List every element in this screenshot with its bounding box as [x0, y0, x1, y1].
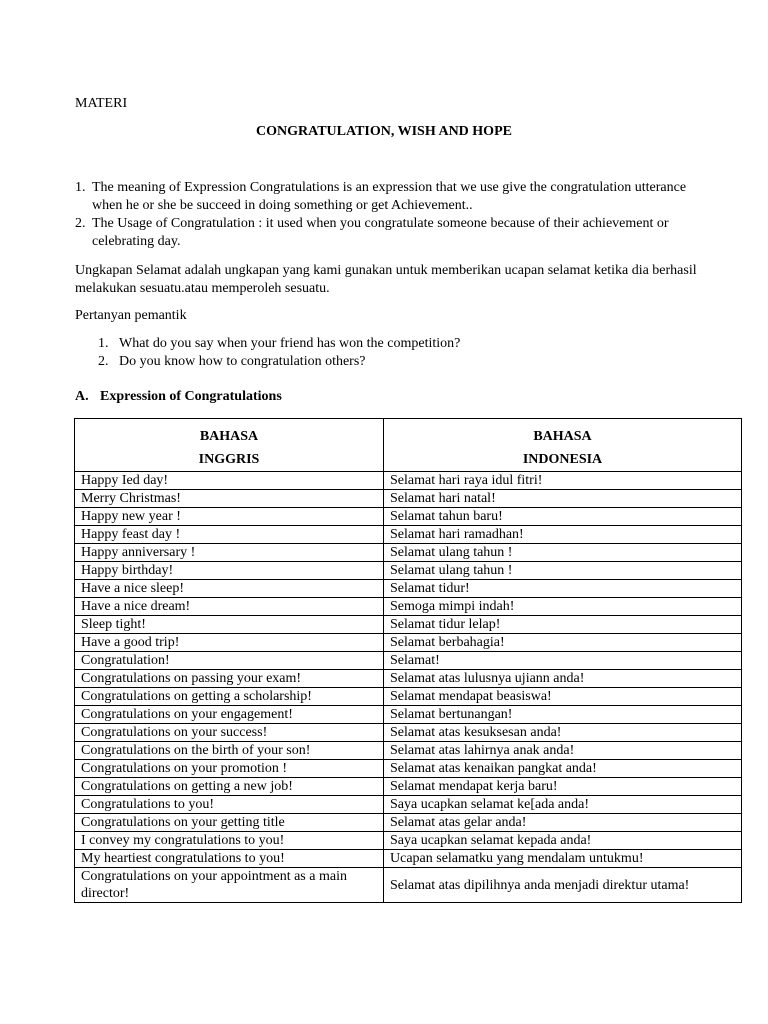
english-cell: Happy Ied day! — [75, 472, 384, 490]
table-row — [75, 760, 742, 778]
indonesian-cell: Selamat hari ramadhan! — [384, 526, 742, 544]
table-row — [75, 580, 742, 598]
english-cell: Congratulations on getting a new job! — [75, 778, 384, 796]
indonesian-cell: Saya ucapkan selamat ke[ada anda! — [384, 796, 742, 814]
section-title: Expression of Congratulations — [100, 389, 282, 404]
table-row — [75, 562, 742, 580]
table-row — [75, 778, 742, 796]
indonesian-cell: Saya ucapkan selamat kepada anda! — [384, 832, 742, 850]
english-cell: Congratulations on getting a scholarship! — [75, 688, 384, 706]
table-body — [75, 472, 742, 903]
indonesian-cell: Selamat tahun baru! — [384, 508, 742, 526]
english-cell: Happy feast day ! — [75, 526, 384, 544]
indonesian-cell: Selamat hari natal! — [384, 490, 742, 508]
english-cell: Congratulations on your promotion ! — [75, 760, 384, 778]
english-cell: Congratulations to you! — [75, 796, 384, 814]
intro-list — [75, 179, 715, 251]
english-cell: Congratulations on your getting title — [75, 814, 384, 832]
english-cell: Congratulations on your success! — [75, 724, 384, 742]
pertanyan-label: Pertanyan pemantik — [75, 308, 187, 323]
question-text: What do you say when your friend has won the competition? — [119, 336, 461, 351]
question-number: 2. — [98, 354, 109, 369]
intro-item-text: The meaning of Expression Congratulations is an expression that we use give the congratulation utterance when he or she be succeed in doing something or get Achievement.. — [92, 180, 687, 213]
indonesian-cell: Selamat ulang tahun ! — [384, 544, 742, 562]
section-letter: A. — [75, 389, 89, 404]
english-cell: Merry Christmas! — [75, 490, 384, 508]
question-number: 1. — [98, 336, 109, 351]
english-cell: Happy birthday! — [75, 562, 384, 580]
intro-item-number: 2. — [75, 216, 86, 231]
indonesian-cell: Selamat atas lahirnya anak anda! — [384, 742, 742, 760]
english-cell: Happy new year ! — [75, 508, 384, 526]
intro-item-text: The Usage of Congratulation : it used when you congratulate someone because of their achievement or celebrating day. — [92, 216, 669, 249]
indonesian-cell: Selamat atas kenaikan pangkat anda! — [384, 760, 742, 778]
english-cell: Congratulations on your appointment as a main director! — [75, 868, 384, 903]
table-row — [75, 832, 742, 850]
indonesian-cell: Selamat! — [384, 652, 742, 670]
english-cell: My heartiest congratulations to you! — [75, 850, 384, 868]
indonesian-cell: Selamat berbahagia! — [384, 634, 742, 652]
intro-item-number: 1. — [75, 180, 86, 195]
question-item — [98, 353, 460, 371]
indonesian-cell: Selamat mendapat beasiswa! — [384, 688, 742, 706]
table-row — [75, 616, 742, 634]
table-row — [75, 472, 742, 490]
header-indonesian-line: INDONESIA — [522, 452, 603, 467]
header-indonesian — [384, 419, 742, 472]
table-row — [75, 688, 742, 706]
question-text: Do you know how to congratulation others? — [119, 354, 366, 369]
indonesian-cell: Selamat tidur lelap! — [384, 616, 742, 634]
table-row — [75, 508, 742, 526]
english-cell: Have a nice sleep! — [75, 580, 384, 598]
header-english-line: INGGRIS — [198, 452, 260, 467]
header-english-line: BAHASA — [199, 429, 259, 444]
english-cell: Congratulations on the birth of your son! — [75, 742, 384, 760]
table-row — [75, 634, 742, 652]
indonesian-cell: Selamat mendapat kerja baru! — [384, 778, 742, 796]
english-cell: Have a good trip! — [75, 634, 384, 652]
table-row — [75, 868, 742, 903]
indonesian-cell: Selamat ulang tahun ! — [384, 562, 742, 580]
table-row — [75, 850, 742, 868]
indonesian-cell: Selamat atas lulusnya ujiann anda! — [384, 670, 742, 688]
indonesian-cell: Selamat hari raya idul fitri! — [384, 472, 742, 490]
table-row — [75, 724, 742, 742]
question-list — [98, 335, 460, 371]
table-header-row — [75, 419, 742, 472]
header-english — [75, 419, 384, 472]
header-indonesian-line: BAHASA — [533, 429, 592, 444]
indonesian-cell: Selamat atas dipilihnya anda menjadi direktur utama! — [384, 868, 742, 903]
page-title: CONGRATULATION, WISH AND HOPE — [256, 124, 512, 139]
section-heading — [75, 389, 282, 405]
indonesian-cell: Ucapan selamatku yang mendalam untukmu! — [384, 850, 742, 868]
indonesian-cell: Semoga mimpi indah! — [384, 598, 742, 616]
intro-item — [75, 179, 715, 215]
english-cell: Congratulation! — [75, 652, 384, 670]
table-row — [75, 652, 742, 670]
table-row — [75, 670, 742, 688]
english-cell: Congratulations on your engagement! — [75, 706, 384, 724]
question-item — [98, 335, 460, 353]
intro-item — [75, 215, 715, 251]
indonesian-paragraph: Ungkapan Selamat adalah ungkapan yang kami gunakan untuk memberikan ucapan selamat ketika dia berhasil melakukan sesuatu.atau memperoleh sesuatu. — [75, 263, 697, 296]
table-row — [75, 526, 742, 544]
table-row — [75, 706, 742, 724]
indonesian-cell: Selamat bertunangan! — [384, 706, 742, 724]
indonesian-cell: Selamat tidur! — [384, 580, 742, 598]
english-cell: Happy anniversary ! — [75, 544, 384, 562]
table-row — [75, 814, 742, 832]
table-row — [75, 598, 742, 616]
english-cell: Have a nice dream! — [75, 598, 384, 616]
english-cell: I convey my congratulations to you! — [75, 832, 384, 850]
table-row — [75, 544, 742, 562]
expression-table — [74, 418, 742, 903]
materi-heading: MATERI — [75, 96, 128, 111]
table-row — [75, 490, 742, 508]
table-row — [75, 796, 742, 814]
indonesian-cell: Selamat atas gelar anda! — [384, 814, 742, 832]
indonesian-cell: Selamat atas kesuksesan anda! — [384, 724, 742, 742]
english-cell: Congratulations on passing your exam! — [75, 670, 384, 688]
english-cell: Sleep tight! — [75, 616, 384, 634]
table-row — [75, 742, 742, 760]
